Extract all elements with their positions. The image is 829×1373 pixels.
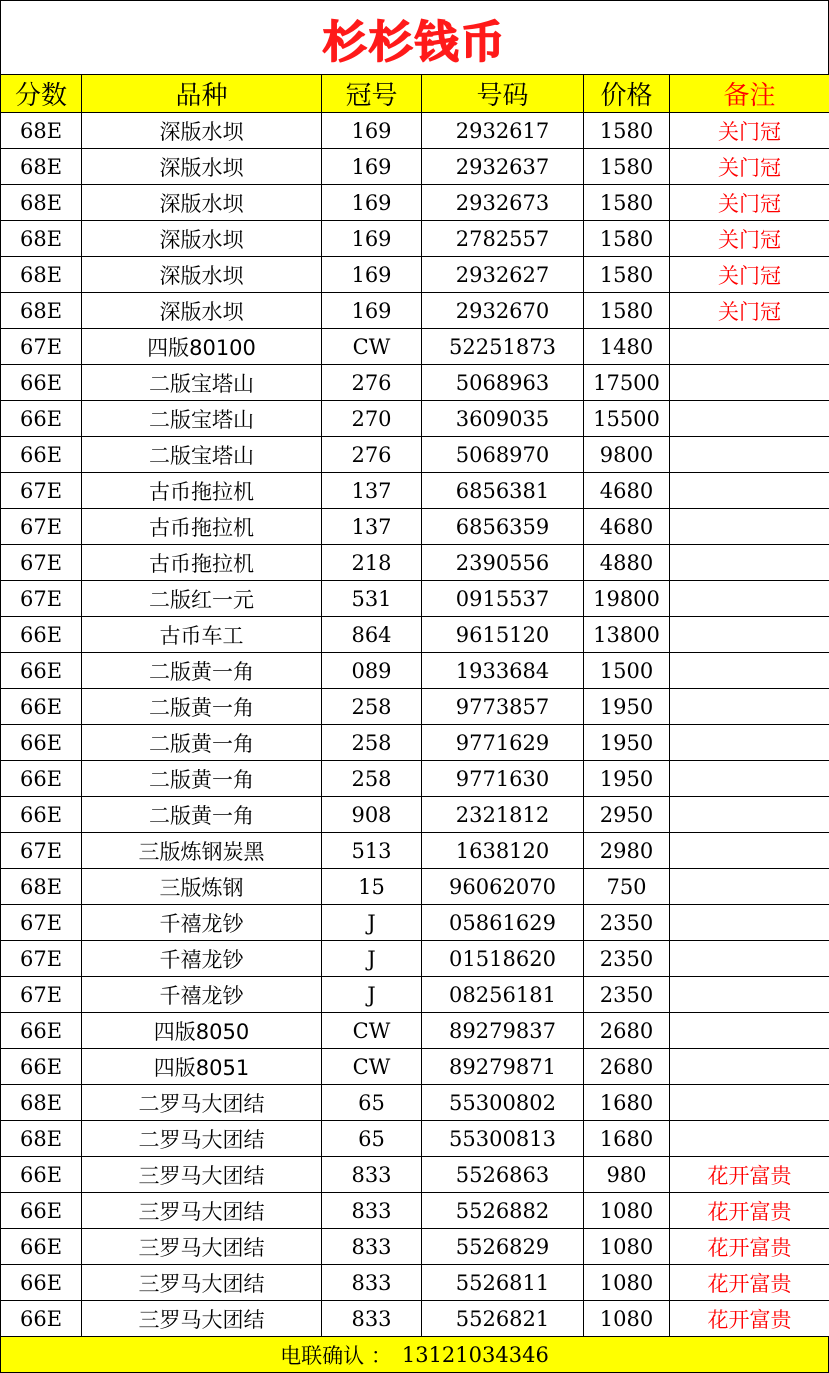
cell-note (670, 1121, 829, 1157)
cell-serial: 05861629 (422, 905, 584, 941)
cell-note (670, 329, 829, 365)
table-row (1, 581, 829, 617)
table-row (1, 365, 829, 401)
cell-prefix: 833 (322, 1265, 422, 1301)
cell-price: 2350 (584, 977, 670, 1013)
cell-price: 980 (584, 1157, 670, 1193)
contact-phone: 13121034346 (402, 1343, 549, 1367)
cell-grade: 66E (1, 1013, 82, 1049)
cell-variety: 四版8051 (82, 1049, 322, 1085)
cell-grade: 66E (1, 1193, 82, 1229)
cell-prefix: 258 (322, 689, 422, 725)
cell-prefix: 65 (322, 1121, 422, 1157)
cell-serial: 96062070 (422, 869, 584, 905)
cell-grade: 66E (1, 653, 82, 689)
cell-note (670, 545, 829, 581)
cell-variety: 三罗马大团结 (82, 1301, 322, 1337)
cell-note (670, 1049, 829, 1085)
cell-prefix: CW (322, 329, 422, 365)
cell-grade: 67E (1, 905, 82, 941)
cell-note (670, 977, 829, 1013)
header-serial: 号码 (422, 75, 584, 113)
cell-variety: 二版黄一角 (82, 797, 322, 833)
cell-variety: 二版黄一角 (82, 689, 322, 725)
cell-grade: 68E (1, 1121, 82, 1157)
cell-prefix: 276 (322, 437, 422, 473)
cell-variety: 三版炼钢 (82, 869, 322, 905)
cell-serial: 5068970 (422, 437, 584, 473)
cell-note (670, 437, 829, 473)
cell-note: 花开富贵 (670, 1193, 829, 1229)
table-row (1, 1013, 829, 1049)
cell-price: 19800 (584, 581, 670, 617)
cell-note (670, 797, 829, 833)
table-row (1, 185, 829, 221)
cell-note (670, 401, 829, 437)
cell-prefix: 864 (322, 617, 422, 653)
cell-serial: 2782557 (422, 221, 584, 257)
cell-serial: 2932627 (422, 257, 584, 293)
price-table (0, 74, 829, 1337)
cell-note: 花开富贵 (670, 1301, 829, 1337)
cell-serial: 2321812 (422, 797, 584, 833)
cell-grade: 68E (1, 149, 82, 185)
table-row (1, 1301, 829, 1337)
cell-note: 关门冠 (670, 185, 829, 221)
cell-prefix: 137 (322, 509, 422, 545)
table-row (1, 905, 829, 941)
cell-serial: 89279871 (422, 1049, 584, 1085)
cell-variety: 三罗马大团结 (82, 1157, 322, 1193)
cell-prefix: 833 (322, 1157, 422, 1193)
cell-price: 1950 (584, 761, 670, 797)
cell-variety: 古币拖拉机 (82, 473, 322, 509)
cell-grade: 67E (1, 329, 82, 365)
cell-price: 1680 (584, 1085, 670, 1121)
cell-variety: 深版水坝 (82, 221, 322, 257)
table-row (1, 1121, 829, 1157)
cell-grade: 66E (1, 401, 82, 437)
cell-variety: 深版水坝 (82, 293, 322, 329)
table-row (1, 113, 829, 149)
cell-prefix: 833 (322, 1229, 422, 1265)
cell-note (670, 1085, 829, 1121)
cell-grade: 68E (1, 185, 82, 221)
table-row (1, 653, 829, 689)
cell-note: 关门冠 (670, 149, 829, 185)
cell-serial: 55300813 (422, 1121, 584, 1157)
cell-grade: 66E (1, 437, 82, 473)
cell-variety: 千禧龙钞 (82, 905, 322, 941)
cell-grade: 67E (1, 473, 82, 509)
cell-serial: 5526882 (422, 1193, 584, 1229)
cell-variety: 四版80100 (82, 329, 322, 365)
cell-serial: 9771629 (422, 725, 584, 761)
cell-variety: 二版宝塔山 (82, 437, 322, 473)
table-row (1, 617, 829, 653)
table-row (1, 545, 829, 581)
cell-note: 关门冠 (670, 293, 829, 329)
cell-price: 2680 (584, 1013, 670, 1049)
cell-price: 1080 (584, 1193, 670, 1229)
title-row (0, 0, 829, 74)
table-row (1, 689, 829, 725)
table-row (1, 1193, 829, 1229)
header-row (1, 75, 829, 113)
table-row (1, 725, 829, 761)
cell-price: 1080 (584, 1229, 670, 1265)
header-variety: 品种 (82, 75, 322, 113)
table-row (1, 293, 829, 329)
cell-prefix: 089 (322, 653, 422, 689)
table-row (1, 257, 829, 293)
contact-footer (0, 1337, 829, 1373)
cell-grade: 66E (1, 1157, 82, 1193)
header-price: 价格 (584, 75, 670, 113)
cell-variety: 二罗马大团结 (82, 1085, 322, 1121)
table-row (1, 509, 829, 545)
cell-grade: 66E (1, 1265, 82, 1301)
cell-serial: 9773857 (422, 689, 584, 725)
cell-grade: 66E (1, 761, 82, 797)
cell-grade: 67E (1, 941, 82, 977)
cell-price: 2350 (584, 941, 670, 977)
table-row (1, 221, 829, 257)
cell-note (670, 365, 829, 401)
cell-serial: 5526829 (422, 1229, 584, 1265)
page-title: 杉杉钱币 (323, 6, 507, 70)
cell-prefix: 513 (322, 833, 422, 869)
cell-serial: 52251873 (422, 329, 584, 365)
cell-price: 1580 (584, 149, 670, 185)
cell-price: 1580 (584, 257, 670, 293)
cell-price: 1080 (584, 1301, 670, 1337)
cell-serial: 55300802 (422, 1085, 584, 1121)
cell-prefix: 169 (322, 149, 422, 185)
cell-variety: 深版水坝 (82, 113, 322, 149)
cell-note (670, 653, 829, 689)
cell-grade: 68E (1, 257, 82, 293)
cell-price: 1950 (584, 725, 670, 761)
cell-serial: 6856381 (422, 473, 584, 509)
cell-prefix: 169 (322, 113, 422, 149)
cell-price: 15500 (584, 401, 670, 437)
cell-prefix: 258 (322, 725, 422, 761)
table-row (1, 941, 829, 977)
cell-note: 花开富贵 (670, 1229, 829, 1265)
cell-grade: 68E (1, 293, 82, 329)
cell-grade: 68E (1, 1085, 82, 1121)
cell-note (670, 833, 829, 869)
cell-price: 1580 (584, 185, 670, 221)
cell-variety: 二版黄一角 (82, 761, 322, 797)
cell-variety: 古币拖拉机 (82, 509, 322, 545)
cell-prefix: 169 (322, 293, 422, 329)
table-row (1, 1085, 829, 1121)
cell-price: 1500 (584, 653, 670, 689)
cell-prefix: 270 (322, 401, 422, 437)
cell-serial: 1638120 (422, 833, 584, 869)
cell-prefix: 169 (322, 185, 422, 221)
cell-variety: 三版炼钢炭黑 (82, 833, 322, 869)
cell-grade: 67E (1, 545, 82, 581)
cell-prefix: 258 (322, 761, 422, 797)
cell-variety: 三罗马大团结 (82, 1265, 322, 1301)
table-row (1, 1049, 829, 1085)
cell-price: 4680 (584, 473, 670, 509)
cell-note (670, 509, 829, 545)
cell-variety: 深版水坝 (82, 257, 322, 293)
cell-serial: 5068963 (422, 365, 584, 401)
table-row (1, 1265, 829, 1301)
cell-serial: 5526811 (422, 1265, 584, 1301)
cell-note (670, 473, 829, 509)
cell-note: 花开富贵 (670, 1157, 829, 1193)
cell-grade: 67E (1, 833, 82, 869)
table-row (1, 797, 829, 833)
table-row (1, 869, 829, 905)
cell-variety: 古币拖拉机 (82, 545, 322, 581)
table-body (1, 113, 829, 1337)
cell-serial: 0915537 (422, 581, 584, 617)
cell-variety: 二版黄一角 (82, 653, 322, 689)
header-note: 备注 (670, 75, 829, 113)
cell-serial: 08256181 (422, 977, 584, 1013)
table-row (1, 329, 829, 365)
cell-prefix: 833 (322, 1301, 422, 1337)
cell-price: 2980 (584, 833, 670, 869)
cell-prefix: 169 (322, 257, 422, 293)
cell-serial: 2932670 (422, 293, 584, 329)
cell-price: 1580 (584, 293, 670, 329)
cell-note (670, 725, 829, 761)
cell-prefix: 169 (322, 221, 422, 257)
cell-grade: 68E (1, 869, 82, 905)
cell-grade: 66E (1, 797, 82, 833)
contact-label: 电联确认 ： (280, 1340, 392, 1370)
cell-note (670, 941, 829, 977)
cell-grade: 67E (1, 509, 82, 545)
table-row (1, 977, 829, 1013)
cell-grade: 66E (1, 689, 82, 725)
cell-price: 2680 (584, 1049, 670, 1085)
cell-serial: 2932673 (422, 185, 584, 221)
table-row (1, 1157, 829, 1193)
table-row (1, 1229, 829, 1265)
table-row (1, 149, 829, 185)
cell-grade: 67E (1, 977, 82, 1013)
cell-variety: 深版水坝 (82, 185, 322, 221)
cell-prefix: J (322, 941, 422, 977)
cell-grade: 68E (1, 113, 82, 149)
table-row (1, 437, 829, 473)
cell-price: 17500 (584, 365, 670, 401)
cell-note: 花开富贵 (670, 1265, 829, 1301)
cell-prefix: 833 (322, 1193, 422, 1229)
cell-price: 13800 (584, 617, 670, 653)
header-prefix: 冠号 (322, 75, 422, 113)
cell-grade: 66E (1, 1229, 82, 1265)
cell-serial: 01518620 (422, 941, 584, 977)
cell-note (670, 905, 829, 941)
cell-serial: 9771630 (422, 761, 584, 797)
cell-variety: 二罗马大团结 (82, 1121, 322, 1157)
cell-variety: 千禧龙钞 (82, 941, 322, 977)
cell-variety: 二版红一元 (82, 581, 322, 617)
cell-prefix: 276 (322, 365, 422, 401)
cell-variety: 千禧龙钞 (82, 977, 322, 1013)
header-grade: 分数 (1, 75, 82, 113)
cell-grade: 68E (1, 221, 82, 257)
cell-note (670, 689, 829, 725)
cell-serial: 2932637 (422, 149, 584, 185)
cell-prefix: J (322, 977, 422, 1013)
cell-note: 关门冠 (670, 257, 829, 293)
cell-prefix: 137 (322, 473, 422, 509)
cell-price: 1580 (584, 113, 670, 149)
cell-serial: 9615120 (422, 617, 584, 653)
cell-price: 1680 (584, 1121, 670, 1157)
cell-prefix: J (322, 905, 422, 941)
cell-price: 1580 (584, 221, 670, 257)
cell-price: 1480 (584, 329, 670, 365)
cell-variety: 二版宝塔山 (82, 365, 322, 401)
cell-note (670, 761, 829, 797)
cell-prefix: CW (322, 1013, 422, 1049)
cell-price: 1950 (584, 689, 670, 725)
cell-prefix: 531 (322, 581, 422, 617)
cell-grade: 66E (1, 365, 82, 401)
cell-serial: 5526821 (422, 1301, 584, 1337)
cell-grade: 66E (1, 617, 82, 653)
cell-prefix: 15 (322, 869, 422, 905)
cell-serial: 2932617 (422, 113, 584, 149)
cell-variety: 四版8050 (82, 1013, 322, 1049)
cell-serial: 1933684 (422, 653, 584, 689)
cell-price: 2350 (584, 905, 670, 941)
cell-prefix: CW (322, 1049, 422, 1085)
cell-grade: 66E (1, 1301, 82, 1337)
cell-note (670, 617, 829, 653)
cell-grade: 66E (1, 1049, 82, 1085)
cell-note: 关门冠 (670, 113, 829, 149)
cell-serial: 2390556 (422, 545, 584, 581)
cell-price: 750 (584, 869, 670, 905)
cell-variety: 深版水坝 (82, 149, 322, 185)
cell-prefix: 908 (322, 797, 422, 833)
cell-note (670, 1013, 829, 1049)
table-row (1, 833, 829, 869)
cell-variety: 三罗马大团结 (82, 1193, 322, 1229)
cell-variety: 二版黄一角 (82, 725, 322, 761)
cell-note (670, 581, 829, 617)
cell-price: 1080 (584, 1265, 670, 1301)
cell-variety: 二版宝塔山 (82, 401, 322, 437)
cell-prefix: 65 (322, 1085, 422, 1121)
cell-serial: 5526863 (422, 1157, 584, 1193)
table-row (1, 761, 829, 797)
cell-serial: 3609035 (422, 401, 584, 437)
cell-price: 4880 (584, 545, 670, 581)
table-row (1, 473, 829, 509)
cell-variety: 古币车工 (82, 617, 322, 653)
cell-price: 9800 (584, 437, 670, 473)
cell-price: 4680 (584, 509, 670, 545)
cell-price: 2950 (584, 797, 670, 833)
table-row (1, 401, 829, 437)
cell-note (670, 869, 829, 905)
cell-prefix: 218 (322, 545, 422, 581)
cell-note: 关门冠 (670, 221, 829, 257)
cell-serial: 89279837 (422, 1013, 584, 1049)
cell-variety: 三罗马大团结 (82, 1229, 322, 1265)
cell-grade: 67E (1, 581, 82, 617)
cell-serial: 6856359 (422, 509, 584, 545)
cell-grade: 66E (1, 725, 82, 761)
